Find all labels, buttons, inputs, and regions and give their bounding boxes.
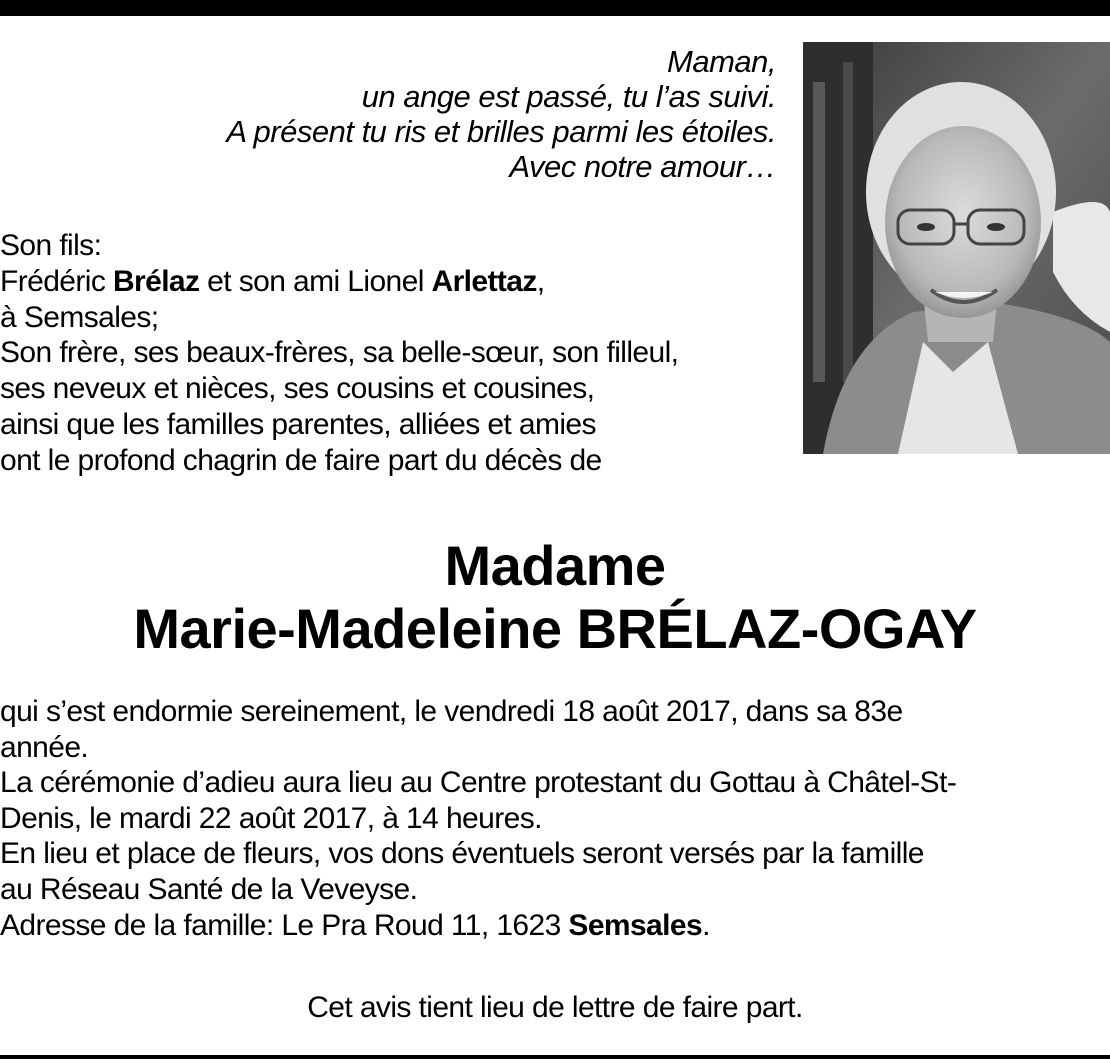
intro-line: Frédéric Brélaz et son ami Lionel Arlettaz, [0, 264, 545, 298]
portrait-photo [803, 42, 1110, 454]
notice-body [0, 694, 1110, 943]
poem-line: Maman, [667, 44, 776, 79]
intro-line: ses neveux et nièces, ses cousins et cousines, [0, 372, 595, 406]
body-line: année. [0, 730, 89, 764]
poem-line: A présent tu ris et brilles parmi les étoiles. [226, 114, 776, 149]
body-line: En lieu et place de fleurs, vos dons éventuels seront versés par la famille [0, 837, 924, 871]
bottom-rule [0, 1055, 1110, 1059]
intro-line: ont le profond chagrin de faire part du décès de [0, 443, 602, 477]
closing-note: Cet avis tient lieu de lettre de faire part. [307, 991, 803, 1024]
top-rule [0, 0, 1110, 16]
intro-line: ainsi que les familles parentes, alliées et amies [0, 407, 596, 441]
deceased-name-block [0, 534, 1110, 660]
poem-line: un ange est passé, tu l’as suivi. [361, 79, 776, 114]
intro-line: Son frère, ses beaux-frères, sa belle-sœur, son filleul, [0, 336, 679, 370]
family-address: Adresse de la famille: Le Pra Roud 11, 1623 Semsales. [0, 908, 710, 942]
family-announcement [0, 228, 800, 479]
body-line: Denis, le mardi 22 août 2017, à 14 heures. [0, 801, 542, 835]
body-line: qui s’est endormie sereinement, le vendredi 18 août 2017, dans sa 83e [0, 695, 903, 728]
body-line: au Réseau Santé de la Veveyse. [0, 872, 418, 906]
intro-line: à Semsales; [0, 300, 159, 334]
intro-line: Son fils: [0, 229, 102, 262]
poem-line: Avec notre amour… [509, 149, 776, 184]
deceased-name: Marie-Madeleine BRÉLAZ-OGAY [133, 597, 977, 660]
poem [80, 44, 776, 184]
body-line: La cérémonie d’adieu aura lieu au Centre protestant du Gottau à Châtel-St- [0, 766, 957, 800]
deceased-title: Madame [444, 534, 666, 597]
